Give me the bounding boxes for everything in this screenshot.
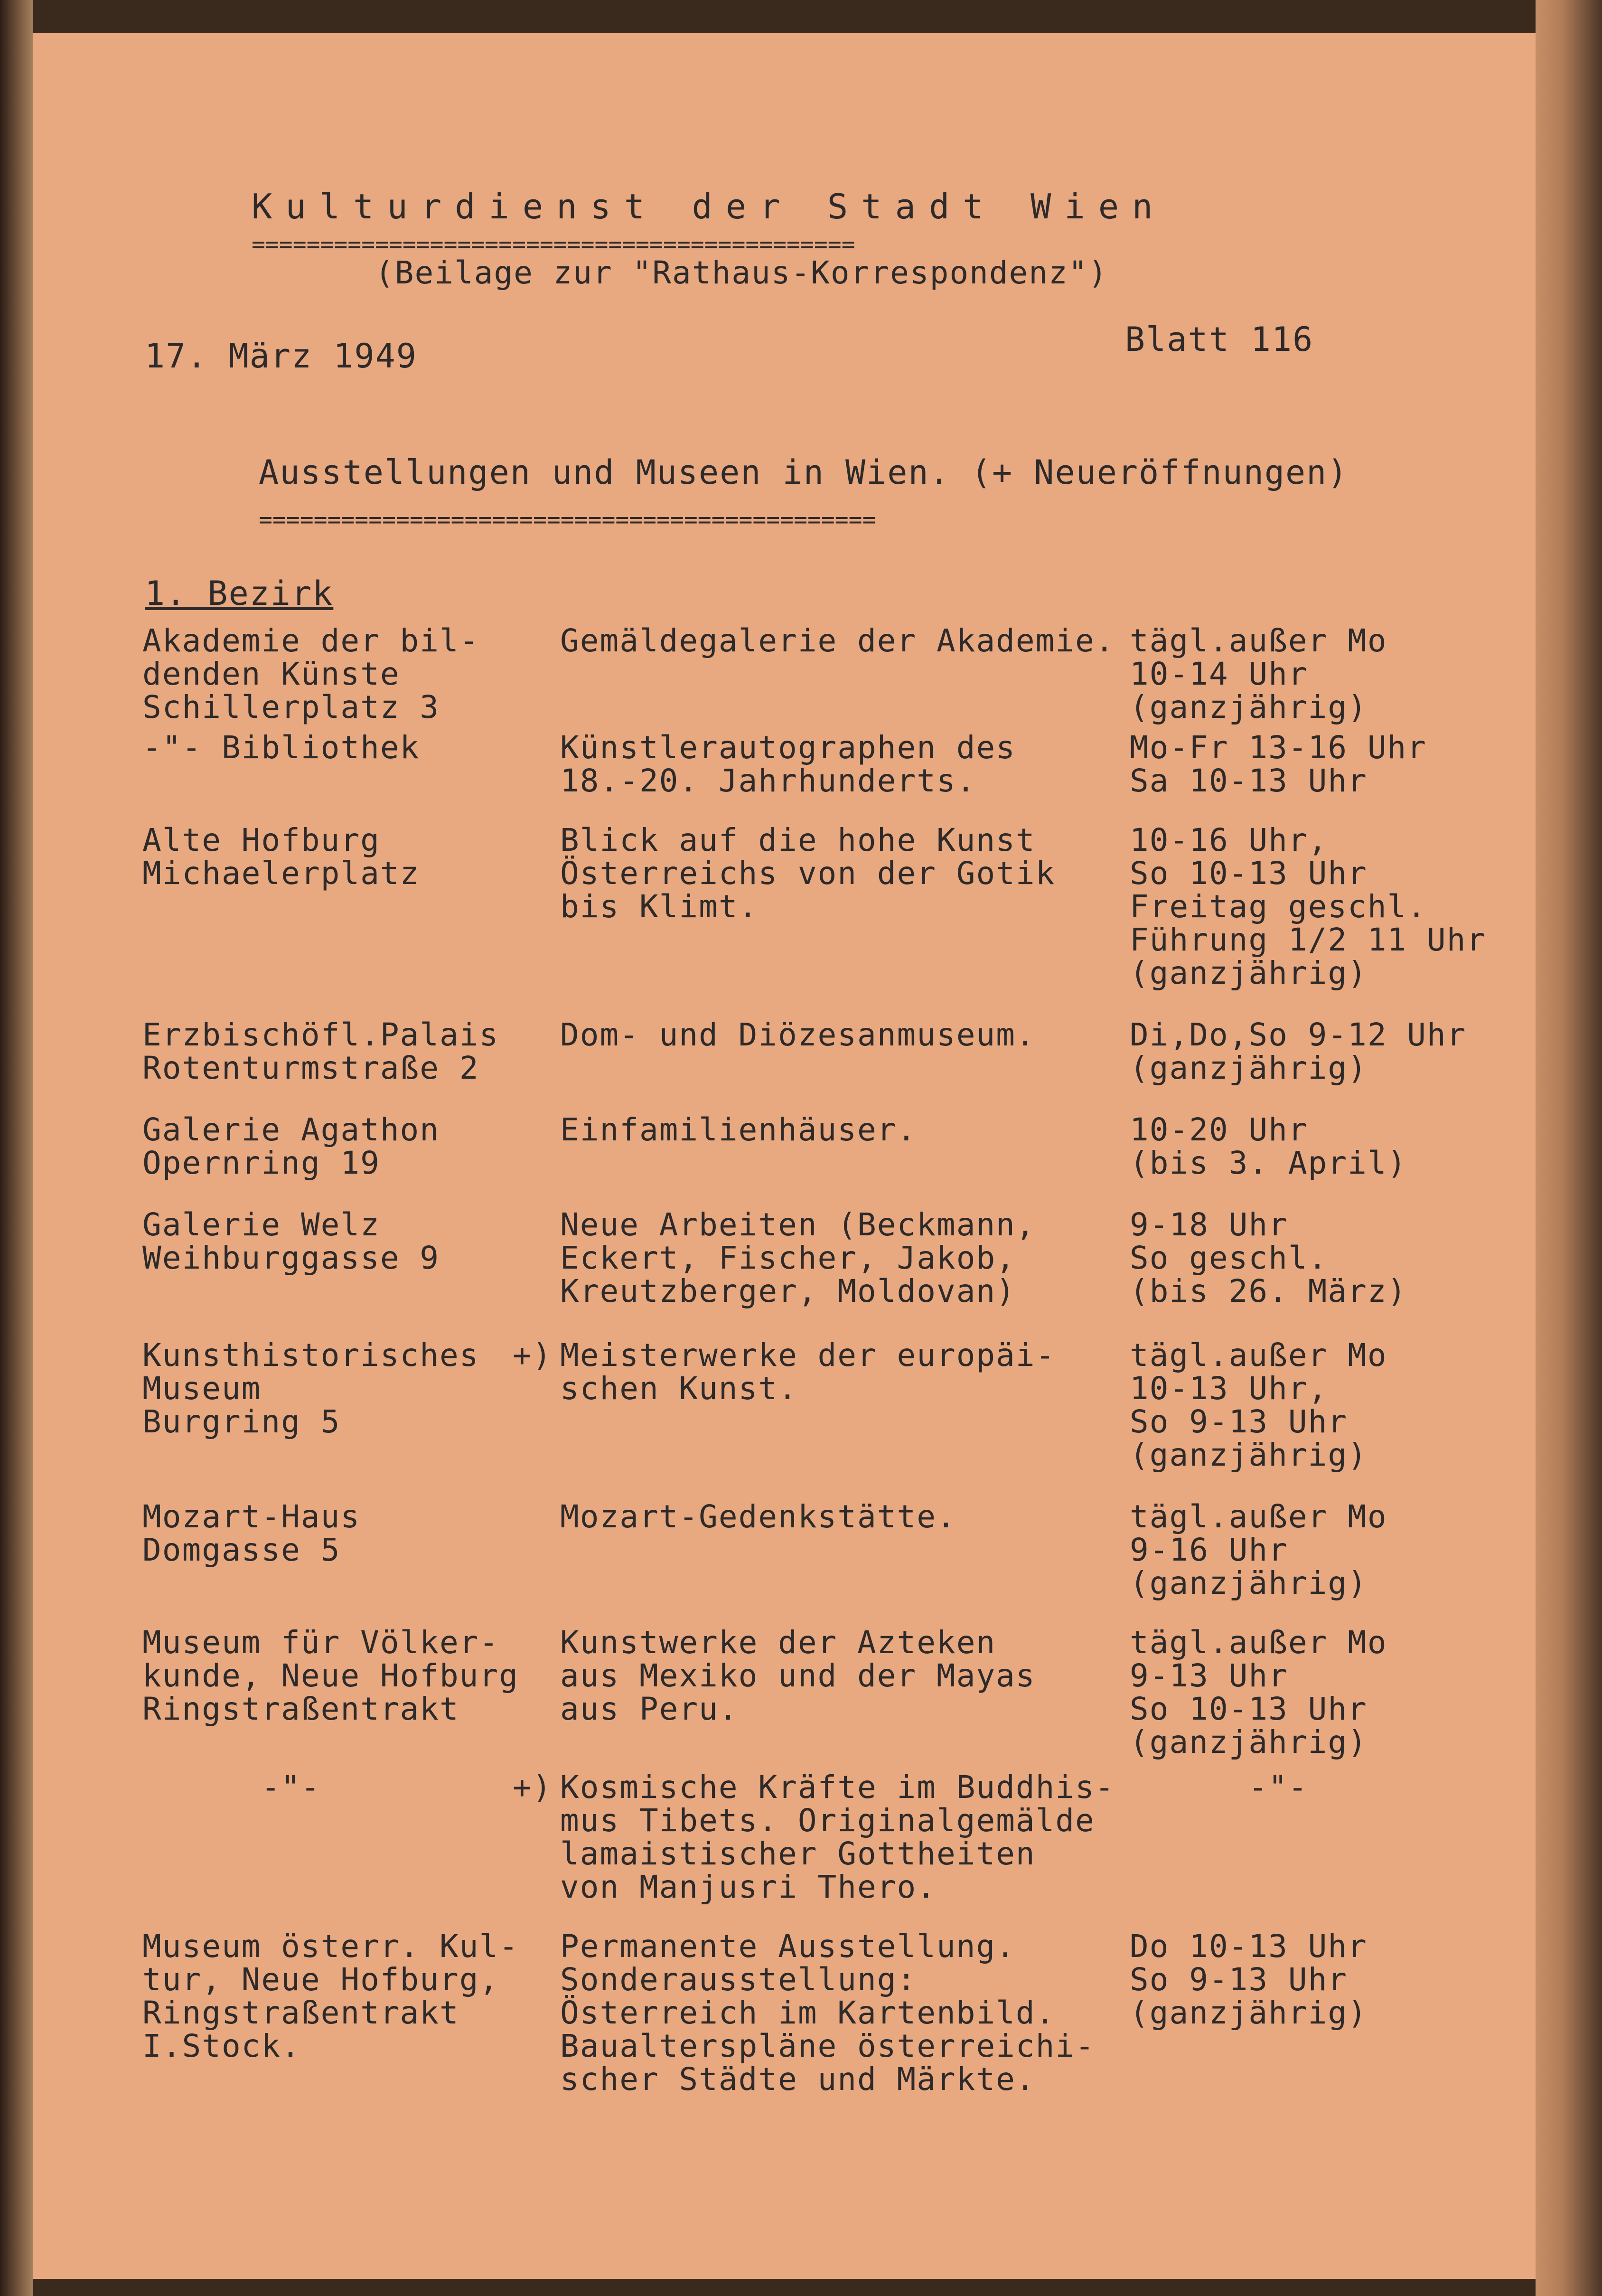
- district-heading: 1. Bezirk: [145, 574, 334, 613]
- entry-place: Erzbischöfl.Palais Rotenturmstraße 2: [142, 1016, 499, 1086]
- entry-place: Akademie der bil- denden Künste Schillerplatz 3: [142, 622, 479, 725]
- entry-hours: tägl.außer Mo 9-16 Uhr (ganzjährig): [1130, 1498, 1387, 1601]
- new-opening-mark: +): [513, 1769, 553, 1806]
- entry-place: -"- Bibliothek: [142, 729, 420, 766]
- section-title: Ausstellungen und Museen in Wien. (+ Neueröffnungen): [259, 453, 1349, 492]
- entry-exhibit: Dom- und Diözesanmuseum.: [560, 1016, 1036, 1053]
- page-stack-right: [1536, 0, 1602, 2296]
- entry-hours: Di,Do,So 9-12 Uhr (ganzjährig): [1130, 1016, 1467, 1086]
- entry-exhibit: Kosmische Kräfte im Buddhis- mus Tibets. Originalgemälde lamaistischer Gottheiten von Manjusri Thero.: [560, 1769, 1115, 1905]
- entry-exhibit: Künstlerautographen des 18.-20. Jahrhunderts.: [560, 729, 1016, 799]
- entry-place: Museum für Völker- kunde, Neue Hofburg Ringstraßentrakt: [142, 1624, 519, 1727]
- entry-exhibit: Mozart-Gedenkstätte.: [560, 1498, 956, 1535]
- entry-hours: Do 10-13 Uhr So 9-13 Uhr (ganzjährig): [1130, 1928, 1368, 2031]
- issue-date: 17. März 1949: [145, 337, 417, 376]
- entry-place: Mozart-Haus Domgasse 5: [142, 1498, 361, 1568]
- entry-exhibit: Permanente Ausstellung. Sonderausstellung: Österreich im Kartenbild. Baualterspläne österreichi- scher Städte und Märkte.: [560, 1928, 1095, 2098]
- entry-exhibit: Kunstwerke der Azteken aus Mexiko und der Mayas aus Peru.: [560, 1624, 1036, 1727]
- entry-place: Alte Hofburg Michaelerplatz: [142, 822, 420, 892]
- entry-exhibit: Meisterwerke der europäi- schen Kunst.: [560, 1337, 1056, 1407]
- entry-hours: tägl.außer Mo 10-14 Uhr (ganzjährig): [1130, 622, 1387, 725]
- section-rule: =============================================: [259, 507, 876, 533]
- entry-hours: 10-20 Uhr (bis 3. April): [1130, 1111, 1407, 1181]
- entry-hours: 9-18 Uhr So geschl. (bis 26. März): [1130, 1206, 1407, 1309]
- page-title: Kulturdienst der Stadt Wien: [252, 187, 1166, 226]
- entry-hours: 10-16 Uhr, So 10-13 Uhr Freitag geschl. Führung 1/2 11 Uhr (ganzjährig): [1130, 822, 1487, 991]
- entry-hours: Mo-Fr 13-16 Uhr Sa 10-13 Uhr: [1130, 729, 1427, 799]
- entry-place: Galerie Agathon Opernring 19: [142, 1111, 440, 1181]
- entry-place: Kunsthistorisches Museum Burgring 5: [142, 1337, 479, 1440]
- entry-place: Galerie Welz Weihburggasse 9: [142, 1206, 440, 1276]
- entry-exhibit: Einfamilienhäuser.: [560, 1111, 917, 1148]
- document-page: [33, 33, 1536, 2279]
- entry-hours: tägl.außer Mo 10-13 Uhr, So 9-13 Uhr (ganzjährig): [1130, 1337, 1387, 1473]
- entry-hours: tägl.außer Mo 9-13 Uhr So 10-13 Uhr (ganzjährig): [1130, 1624, 1387, 1760]
- sheet-number: Blatt 116: [1125, 320, 1314, 359]
- book-spine-left: [0, 0, 33, 2296]
- entry-place: -"-: [142, 1769, 321, 1806]
- entry-place: Museum österr. Kul- tur, Neue Hofburg, Ringstraßentrakt I.Stock.: [142, 1928, 519, 2064]
- title-rule: ============================================: [252, 231, 855, 258]
- page-subtitle: (Beilage zur "Rathaus-Korrespondenz"): [375, 254, 1108, 291]
- entry-exhibit: Neue Arbeiten (Beckmann, Eckert, Fischer, Jakob, Kreutzberger, Moldovan): [560, 1206, 1036, 1309]
- entry-exhibit: Blick auf die hohe Kunst Österreichs von der Gotik bis Klimt.: [560, 822, 1056, 925]
- entry-exhibit: Gemäldegalerie der Akademie.: [560, 622, 1115, 659]
- entry-hours: -"-: [1130, 1769, 1308, 1806]
- new-opening-mark: +): [513, 1337, 553, 1374]
